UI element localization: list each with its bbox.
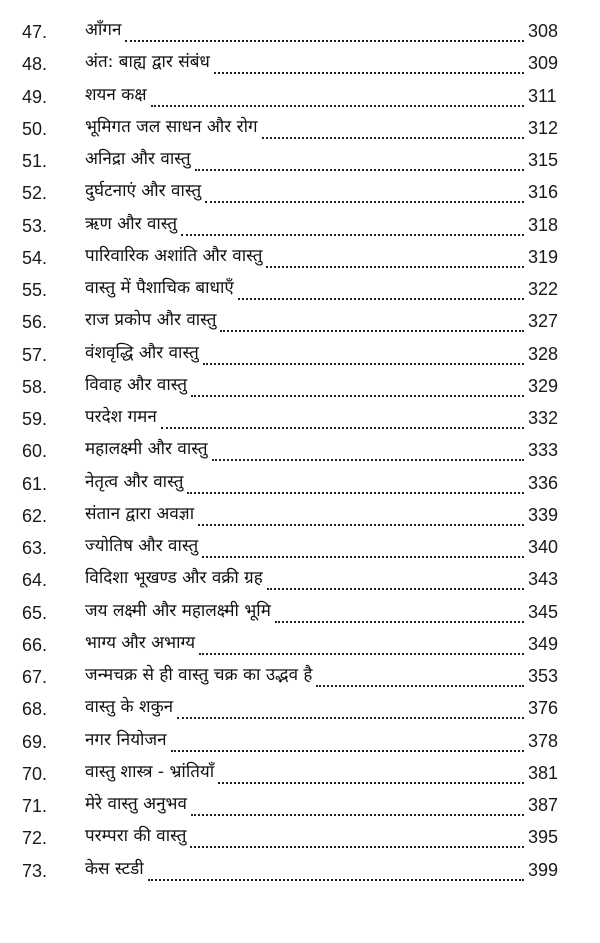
toc-entry-number: 52. [22,183,48,204]
toc-entry-page-number: 328 [528,343,559,364]
toc-dot-leader [214,66,524,74]
toc-entry-page-number: 333 [528,440,559,461]
toc-entry-page-number: 339 [528,504,559,525]
toc-entry-number: 65. [22,602,48,623]
toc-entry [0,662,600,694]
toc-entry [0,404,600,436]
toc-entry-page-number: 319 [528,246,559,267]
toc-entry-page-number: 381 [528,762,559,783]
toc-entry-page-number: 309 [528,53,559,74]
toc-dot-leader [191,389,524,397]
toc-entry-number: 61. [22,473,48,494]
toc-entry-page-number: 332 [528,408,559,428]
toc-entry-page-number: 316 [528,182,559,203]
toc-entry-page-number: 318 [528,214,559,235]
toc-dot-leader [177,711,524,719]
toc-entry-title: शयन कक्ष [85,84,147,105]
toc-entry-page-number: 327 [528,311,559,332]
toc-entry [0,436,600,468]
toc-dot-leader [148,873,524,881]
toc-entry-title: वंशवृद्धि और वास्तु [85,342,199,363]
toc-entry-number: 69. [22,731,48,752]
toc-entry-title: जय लक्ष्मी और महालक्ष्मी भूमि [85,600,271,621]
toc-entry-title: अनिद्रा और वास्तु [85,149,191,169]
toc-dot-leader [316,679,524,687]
toc-entry-number: 68. [22,699,48,720]
toc-dot-leader [199,647,524,655]
toc-entry-page-number: 376 [528,698,559,719]
toc-entry [0,275,600,307]
toc-entry-page-number: 322 [528,279,559,299]
toc-dot-leader [220,324,524,332]
toc-entry-page-number: 308 [528,21,559,41]
toc-entry-number: 55. [22,280,48,300]
toc-entry [0,307,600,339]
toc-entry-number: 70. [22,763,48,784]
toc-entry [0,823,600,855]
toc-dot-leader [238,292,524,300]
toc-dot-leader [262,131,524,139]
toc-entry-title: अंत: बाह्य द्वार संबंध [85,52,210,73]
toc-entry [0,501,600,533]
toc-entry-number: 48. [22,54,48,75]
toc-entry [0,211,600,243]
toc-entry-number: 72. [22,828,48,849]
toc-entry-number: 58. [22,376,48,397]
toc-entry [0,856,600,888]
toc-dot-leader [171,744,524,752]
toc-dot-leader [212,453,524,461]
toc-entry-number: 60. [22,441,48,462]
toc-dot-leader [267,582,524,590]
toc-entry-number: 57. [22,344,48,365]
toc-dot-leader [195,163,524,171]
toc-entry-number: 47. [22,22,48,42]
toc-entry-title: महालक्ष्मी और वास्तु [85,439,208,460]
toc-entry-page-number: 311 [528,85,557,106]
toc-entry-title: परम्परा की वास्तु [85,826,187,847]
toc-dot-leader [191,808,524,816]
toc-dot-leader [187,486,524,494]
toc-entry-title: नेतृत्व और वास्तु [85,471,184,492]
toc-entry-title: परदेश गमन [85,407,157,427]
toc-entry-page-number: 343 [528,569,559,590]
toc-entry-title: जन्मचक्र से ही वास्तु चक्र का उद्भव है [85,665,313,685]
toc-entry-title: भाग्य और अभाग्य [85,632,196,653]
toc-entry [0,146,600,178]
toc-entry-number: 56. [22,312,48,333]
toc-entry-title: दुर्घटनाएं और वास्तु [85,181,202,202]
toc-dot-leader [275,615,524,623]
toc-entry-title: विदिशा भूखण्ड और वक्री ग्रह [85,568,263,589]
toc-entry [0,372,600,404]
toc-entry-page-number: 387 [528,795,559,815]
toc-entry-page-number: 353 [528,666,559,686]
toc-entry-number: 53. [22,215,48,236]
toc-dot-leader [198,518,524,526]
toc-dot-leader [151,99,524,107]
toc-dot-leader [202,550,524,558]
toc-entry [0,243,600,275]
toc-entry-page-number: 336 [528,472,559,493]
toc-dot-leader [203,357,524,365]
toc-dot-leader [161,421,524,429]
toc-entry [0,565,600,597]
toc-entry [0,469,600,501]
toc-entry-number: 63. [22,538,48,558]
toc-entry-title: राज प्रकोप और वास्तु [85,310,217,331]
toc-entry-title: आँगन [85,20,122,40]
toc-entry [0,759,600,791]
toc-dot-leader [266,260,524,268]
toc-entry-title: केस स्टडी [85,858,144,879]
toc-entry-title: ऋण और वास्तु [85,213,178,234]
toc-entry [0,49,600,81]
toc-entry-page-number: 395 [528,827,559,848]
toc-entry [0,340,600,372]
toc-entry-number: 67. [22,667,48,687]
toc-entry-title: पारिवारिक अशांति और वास्तु [85,245,263,266]
toc-entry-title: नगर नियोजन [85,729,167,750]
toc-entry-number: 49. [22,86,48,107]
toc-entry [0,17,600,49]
toc-entry [0,630,600,662]
toc-entry [0,114,600,146]
toc-entry-title: वास्तु के शकुन [85,697,174,718]
toc-entry-page-number: 340 [528,537,559,557]
toc-entry [0,598,600,630]
toc-entry [0,533,600,565]
toc-entry-number: 62. [22,505,48,526]
toc-dot-leader [181,228,524,236]
toc-entry [0,82,600,114]
toc-entry-page-number: 399 [528,859,559,880]
toc-entry-number: 50. [22,118,48,139]
toc-entry-title: वास्तु में पैशाचिक बाधाएँ [85,278,234,298]
toc-entry-number: 66. [22,634,48,655]
toc-entry-number: 64. [22,570,48,591]
toc-entry-number: 71. [22,796,48,816]
toc-dot-leader [125,34,524,42]
toc-entry-number: 51. [22,151,48,171]
toc-entry-title: वास्तु शास्त्र - भ्रांतियाँ [85,761,215,782]
toc-dot-leader [218,776,524,784]
toc-entry-page-number: 345 [528,601,559,622]
toc-entry-title: मेरे वास्तु अनुभव [85,794,187,814]
toc-entry-page-number: 349 [528,633,559,654]
toc-entry-title: विवाह और वास्तु [85,374,188,395]
toc-entry [0,694,600,726]
toc-dot-leader [205,195,524,203]
toc-entry-number: 73. [22,860,48,881]
toc-entry-title: भूमिगत जल साधन और रोग [85,116,258,137]
toc-entry-page-number: 315 [528,150,559,170]
toc-entry [0,178,600,210]
toc-entry-page-number: 378 [528,730,559,751]
toc-entry-page-number: 329 [528,375,559,396]
toc-entry [0,727,600,759]
toc-entry-title: संतान द्वारा अवज्ञा [85,503,195,524]
toc-entry-title: ज्योतिष और वास्तु [85,536,199,556]
toc-entry-page-number: 312 [528,117,559,138]
toc-dot-leader [190,840,524,848]
toc-entry-number: 54. [22,247,48,268]
toc-entry [0,791,600,823]
toc-entry-number: 59. [22,409,48,429]
